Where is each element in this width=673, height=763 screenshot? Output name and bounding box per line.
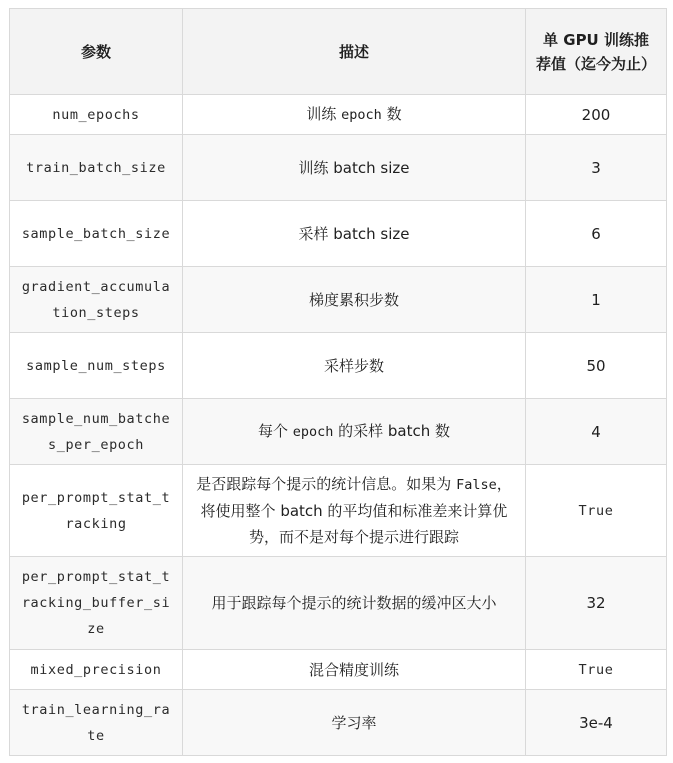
header-recommended-value: 单 GPU 训练推荐值（迄今为止）: [526, 9, 667, 95]
table-header: [10, 9, 667, 95]
param-name: sample_batch_size: [10, 201, 183, 267]
desc-text: 是否跟踪每个提示的统计信息。如果为: [196, 475, 457, 493]
table-body: [10, 95, 667, 756]
desc-code: epoch: [292, 424, 334, 440]
header-row: [10, 9, 667, 95]
header-description: 描述: [183, 9, 526, 95]
param-value: 4: [526, 399, 667, 465]
desc-text: 每个: [257, 422, 293, 440]
desc-text: 的采样 batch 数: [333, 422, 451, 440]
param-value: True: [526, 465, 667, 557]
table-row: [10, 399, 667, 465]
table-row: [10, 201, 667, 267]
param-name: num_epochs: [10, 95, 183, 135]
param-name: gradient_accumulation_steps: [10, 267, 183, 333]
param-name: mixed_precision: [10, 650, 183, 690]
param-description: 学习率: [183, 690, 526, 756]
param-name: train_learning_rate: [10, 690, 183, 756]
desc-text: 训练: [306, 105, 342, 123]
header-param: 参数: [10, 9, 183, 95]
table-row: [10, 690, 667, 756]
param-description: [183, 399, 526, 465]
param-name: per_prompt_stat_tracking_buffer_size: [10, 557, 183, 650]
param-value: 200: [526, 95, 667, 135]
param-description: 混合精度训练: [183, 650, 526, 690]
hyperparameter-table: [9, 8, 667, 756]
param-description: 梯度累积步数: [183, 267, 526, 333]
param-value: 1: [526, 267, 667, 333]
param-value: 6: [526, 201, 667, 267]
table-row: [10, 95, 667, 135]
param-description: 训练 batch size: [183, 135, 526, 201]
desc-code: False: [456, 477, 497, 493]
param-description: [183, 465, 526, 557]
table-row: [10, 135, 667, 201]
param-name: sample_num_batches_per_epoch: [10, 399, 183, 465]
param-description: 采样步数: [183, 333, 526, 399]
param-value: 32: [526, 557, 667, 650]
table-row: [10, 267, 667, 333]
param-value: 50: [526, 333, 667, 399]
table-row: [10, 465, 667, 557]
param-description: [183, 95, 526, 135]
table-row: [10, 333, 667, 399]
param-name: sample_num_steps: [10, 333, 183, 399]
param-name: per_prompt_stat_tracking: [10, 465, 183, 557]
desc-text: ，将使用整个 batch 的平均值和标准差来计算优势，而不是对每个提示进行跟踪: [200, 475, 512, 546]
param-name: train_batch_size: [10, 135, 183, 201]
table-row: [10, 650, 667, 690]
param-value: 3e-4: [526, 690, 667, 756]
param-value: True: [526, 650, 667, 690]
desc-code: epoch: [341, 107, 382, 123]
param-value: 3: [526, 135, 667, 201]
desc-text: 数: [381, 105, 402, 123]
param-description: 用于跟踪每个提示的统计数据的缓冲区大小: [183, 557, 526, 650]
table-row: [10, 557, 667, 650]
param-description: 采样 batch size: [183, 201, 526, 267]
